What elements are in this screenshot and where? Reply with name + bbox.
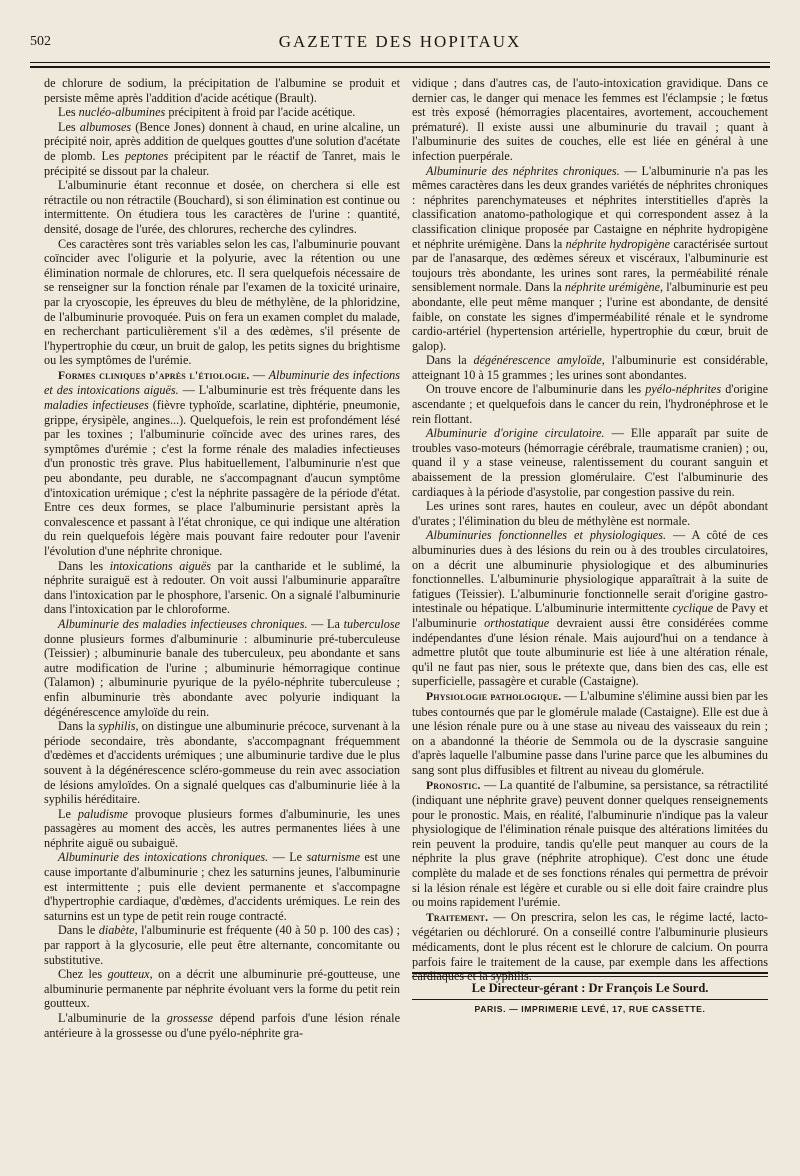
text-run: — L'albuminurie est très fréquente dans les bbox=[178, 383, 400, 398]
italic-phrase: néphrite urémigène bbox=[564, 280, 661, 295]
text-run: Chez les bbox=[58, 967, 108, 982]
text-run: On trouve encore de l'albuminurie dans les bbox=[426, 382, 646, 397]
italic-phrase: orthostatique bbox=[484, 615, 550, 630]
italic-phrase: dégénérescence amyloïde bbox=[473, 353, 602, 368]
imprint-line: PARIS. — IMPRIMERIE LEVÉ, 17, RUE CASSETTE. bbox=[474, 1004, 706, 1014]
text-run: donne plusieurs formes d'albuminurie : albuminurie pré-tuberculeuse (Teissier) ; albuminurie banale des tuberculeux, peu abondante et sans autre modification de l'urine ; albuminurie hémorragique continue (Talamon) ; albuminurie pyurique de la pyélo-néphrite tuberculeuse ; enfin albuminurie très abondante avec polyurie indiquant la dégénérescence amyloïde du rein. bbox=[44, 631, 400, 719]
text-run: , on a décrit une albuminurie pré-goutteuse, une albuminurie permanente par néphrite évoluant vers la forme du petit rein goutteux. bbox=[44, 967, 400, 1011]
text-run: d'origine ascendante ; et quelquefois dans le cancer du rein, l'hydronéphrose et le rein flottant. bbox=[412, 382, 769, 426]
text-run: — La bbox=[307, 616, 344, 631]
paragraph bbox=[412, 528, 768, 689]
text-run: — La quantité de l'albumine, sa persistance, sa rétractilité (indiquant une néphrite grave) peuvent donner quelques renseignements pour le pronostic. Mais, en réalité, l'albuminurie n'indique pas la valeur physiologique de l'élimination rénale puisque des altérations limitées du rein peuvent la produire, tandis qu'elle peut manquer au cours de la néphrite la plus grave (néphrite atrophique). C'est donc une étude complète du malade et de ses fonctions rénales qui permettra de prévoir si la lésion rénale est légère et curable ou si elle doit faire craindre plus ou moins rapidement l'urémie. bbox=[412, 777, 768, 910]
footer-rule-top-thin bbox=[412, 976, 768, 977]
text-run: — L'albuminurie n'a pas les mêmes caractères dans les deux grandes variétés de néphrites chroniques : néphrites parenchymateuses et néphrites interstitielles d'après la classification anatomo-pathologique et qui correspondent assez à la classification clinique proposée par Castaigne en néphrite hydropigène et néphrite urémigène. Dans la bbox=[412, 163, 768, 251]
italic-phrase: diabète bbox=[98, 923, 135, 938]
section-heading: Pronostic. bbox=[426, 778, 481, 792]
text-run: — L'albumine s'élimine aussi bien par les tubes contournés que par le glomérule malade (Castaigne). Elle est due à une lésion rénale pure ou à une stase au niveau des vaisseaux du rein ; on a abandonné la théorie de Semmola ou de la dyscrasie sanguine d'après laquelle l'albumine passe dans l'urine parce que les albumines du sang sont plus diffusibles et filtrent au niveau du glomérule. bbox=[412, 688, 768, 777]
text-run: Ces caractères sont très variables selon les cas, l'albuminurie pouvant coïncider avec l'oligurie et la polyurie, avec la rétention ou une élimination normale de chlorures, etc. Il sera quelquefois nécessaire de se renseigner sur la fonction rénale par l'examen de la toxicité urinaire, par la cryoscopie, les épreuves du bleu de méthylène, de la phloridzine, de l'albuminurie provoquée. Puis on fera un examen complet du malade, en recherchant particulièrement s'il a des œdèmes, s'il présente de l'hypertrophie du cœur, un bruit de galop, les petits signes du brightisme ou les symptômes de l'urémie. bbox=[44, 236, 400, 368]
text-run: — A côté de ces albuminuries dues à des lésions du rein ou à des troubles circulatoires, on a décrit une albuminurie physiologique et des albuminuries fonctionnelles. L'albuminurie physiologique apparaîtrait à la suite de fatigues (Teissier). L'albuminurie fonctionnelle serait d'origine gastro-intestinale ou hépatique. L'albuminurie intermittente bbox=[412, 528, 768, 616]
italic-phrase: syphilis bbox=[98, 719, 136, 734]
text-run: — Elle apparaît par suite de troubles vaso-moteurs (hémorragie cérébrale, traumatisme cranien) ; ou, quand il y a stase veineuse, ralentissement du courant sanguin et abaissement de la pression glomérulaire. C'est l'albuminurie des cardiaques à la période d'asystolie, par congestion passive du rein. bbox=[412, 426, 768, 499]
right-column bbox=[412, 76, 768, 984]
italic-phrase: maladies infectieuses bbox=[44, 398, 149, 413]
paragraph bbox=[412, 353, 768, 382]
italic-phrase: grossesse bbox=[166, 1011, 214, 1025]
italic-phrase: Albuminuries fonctionnelles et physiologiques. bbox=[426, 528, 666, 543]
footer-rule-bottom bbox=[412, 999, 768, 1000]
paragraph bbox=[44, 178, 400, 236]
text-run: Le bbox=[58, 806, 78, 821]
text-run: devraient aussi être considérées comme indépendantes d'une lésion rénale. Mais aujourd'hui on a tendance à admettre plutôt que toute albuminurie est liée à une altération rénale, qu'il ne faut pas nier, sous le prétexte que, dans bien des cas, elle est superficielle, passagère et curable (Castaigne). bbox=[412, 615, 768, 689]
italic-phrase: Albuminurie des néphrites chroniques. bbox=[426, 163, 620, 178]
paragraph bbox=[44, 76, 400, 105]
italic-phrase: paludisme bbox=[77, 806, 128, 821]
paragraph bbox=[412, 426, 768, 499]
text-run: Les bbox=[58, 105, 79, 120]
paragraph bbox=[44, 923, 400, 967]
paragraph bbox=[44, 850, 400, 923]
section-heading: Traitement. bbox=[426, 910, 489, 924]
text-run: Les bbox=[58, 119, 80, 134]
paragraph bbox=[44, 559, 400, 617]
text-run: par la cantharide et le sublimé, la néphrite suraiguë est à redouter. On voit aussi l'albuminurie apparaître dans l'intoxication par le phosphore, l'arsenic. On a signalé l'albuminurie dans l'intoxication par le chloroforme. bbox=[44, 558, 401, 617]
text-run: , l'albuminurie est peu abondante, elle peut même manquer ; l'urine est abondante, de densité faible, on constate les signes d'imperméabilité rénale et le syndrome cardio-artériel (hypertension artérielle, hypertrophie du cœur, bruit de galop). bbox=[412, 280, 769, 353]
text-run: précipitent à froid par l'acide acétique. bbox=[165, 105, 356, 120]
paragraph bbox=[44, 368, 400, 559]
paragraph bbox=[44, 120, 400, 178]
section-heading: Formes cliniques d'après l'étiologie. bbox=[58, 368, 250, 382]
text-run: — Le bbox=[268, 850, 307, 865]
page-number: 502 bbox=[30, 34, 51, 49]
italic-phrase: intoxications aiguës bbox=[109, 558, 212, 573]
section-heading: Physiologie pathologique. bbox=[426, 689, 562, 703]
text-run: Dans les bbox=[58, 558, 110, 573]
paragraph bbox=[44, 967, 400, 1011]
paragraph bbox=[44, 719, 400, 807]
italic-phrase: saturnisme bbox=[306, 850, 360, 865]
paragraph bbox=[44, 1011, 400, 1040]
paragraph bbox=[44, 807, 400, 851]
paragraph bbox=[412, 499, 768, 528]
footer-rule-top bbox=[412, 972, 768, 974]
text-run: vidique ; dans d'autres cas, de l'auto-intoxication gravidique. Dans ce dernier cas, le danger qui menace les femmes est l'éclampsie ; le fœtus est très exposé (hémorragies placentaires, avortement, accouchement prématuré). Il existe aussi une albuminurie du travail ; quant à l'albuminurie des suites de couches, elle est liée en général à une infection puerpérale. bbox=[412, 76, 768, 163]
header-rule-thick bbox=[30, 66, 770, 68]
text-run: , l'albuminurie est fréquente (40 à 50 p. 100 des cas) ; par rapport à la glycosurie, elle peut être alternante, concomitante ou substitutive. bbox=[44, 923, 400, 967]
paragraph bbox=[412, 164, 768, 354]
text-run: (Bence Jones) donnent à chaud, en urine alcaline, un précipité noir, après addition de quelques gouttes d'une solution d'acétate de plomb. Les bbox=[44, 119, 400, 163]
italic-phrase: Albuminurie des infections et des intoxications aiguës. bbox=[44, 367, 400, 398]
text-run: de chlorure de sodium, la précipitation de l'albumine se produit et persiste même après l'addition d'acide acétique (Brault). bbox=[44, 76, 400, 105]
header-rule bbox=[30, 62, 770, 63]
paragraph bbox=[44, 237, 400, 368]
text-run: provoque plusieurs formes d'albuminurie, les unes passagères au moment des accès, les autres permanentes liées à une néphrite aiguë ou subaiguë. bbox=[44, 806, 400, 850]
text-run: précipitent par le réactif de Tanret, mais le précipité se dissout par la chaleur. bbox=[44, 148, 400, 178]
italic-phrase: Albuminurie d'origine circulatoire. bbox=[426, 426, 605, 441]
journal-title: GAZETTE DES HOPITAUX bbox=[278, 32, 522, 51]
italic-phrase: néphrite hydropigène bbox=[565, 236, 671, 251]
text-run: , on distingue une albuminurie précoce, survenant à la période secondaire, très abondante, s'accompagnant fréquemment d'œdèmes et d'accidents urémiques ; une albuminurie tardive due le plus souvent à la dégénérescence scléro-gommeuse du rein avec association de lésions amyloïdes. On a signalé quelques cas d'albuminurie liée à la syphilis héréditaire. bbox=[44, 719, 400, 807]
paragraph bbox=[412, 382, 768, 426]
text-run: Dans la bbox=[58, 719, 99, 734]
paragraph bbox=[44, 617, 400, 719]
text-run: , l'albuminurie est considérable, atteignant 10 à 15 grammes ; les urines sont abondantes. bbox=[412, 353, 769, 382]
text-run: est une cause importante d'albuminurie ; chez les saturnins jeunes, l'albuminurie est intermittente ; puis elle devient permanente et s'accompagne d'hypertrophie cardiaque, d'œdèmes, d'accidents urémiques. Le rein des saturnins est un type de petit rein rouge contracté. bbox=[44, 850, 400, 923]
paragraph bbox=[412, 76, 768, 164]
page-header bbox=[30, 30, 770, 56]
text-run: de Pavy et l'albuminurie bbox=[412, 601, 768, 630]
text-run: Les urines sont rares, hautes en couleur, avec un dépôt abondant d'urates ; l'élimination du bleu de méthylène est normale. bbox=[412, 499, 768, 528]
left-column bbox=[44, 76, 400, 1040]
italic-phrase: goutteux bbox=[107, 967, 150, 982]
italic-phrase: Albuminurie des intoxications chroniques. bbox=[58, 850, 269, 865]
director-line: Le Directeur-gérant : Dr François Le Sourd. bbox=[471, 981, 709, 995]
text-run: — bbox=[249, 367, 269, 382]
paragraph bbox=[412, 689, 768, 778]
text-run: L'albuminurie de la bbox=[58, 1011, 167, 1025]
italic-phrase: peptones bbox=[124, 148, 169, 163]
text-run: Dans le bbox=[58, 923, 99, 938]
text-run: (fièvre typhoïde, scarlatine, diphtérie, pneumonie, grippe, érysipèle, angines...). Quelquefois, le rein est profondément lésé par les toxines ; l'albuminurie coïncide avec des urines rares, des symptômes d'urémie ; c'est la forme rénale des maladies infectieuses d'un pronostic très grave. Plus habituellement, l'albuminurie n'est que peu abondante, peu durable, ne s'accompagnant d'aucun symptôme d'intoxication urémique ; c'est la néphrite passagère de la période d'état. Entre ces deux formes, se place l'albuminurie persistant après la convalescence et passant à l'état chronique, ce qui indique une altération du rein quelquefois légère mais pouvant faire redouter pour l'avenir l'évolution d'une néphrite chronique. bbox=[44, 398, 400, 558]
text-run: — On prescrira, selon les cas, le régime lacté, lacto-végétarien ou déchloruré. On a conseillé contre l'albuminurie plusieurs médicaments, dont le plus récent est le chlorure de calcium. On pourra parfois faire le traitement de la cause, par exemple dans les affections cardiaques et la syphilis. bbox=[412, 909, 768, 984]
italic-phrase: pyélo-néphrites bbox=[645, 382, 722, 397]
italic-phrase: tuberculose bbox=[343, 616, 400, 631]
text-run: Dans la bbox=[426, 353, 474, 368]
paragraph bbox=[44, 105, 400, 120]
text-run: caractérisée surtout par de l'anasarque, des œdèmes séreux et viscéraux, l'albuminurie est toujours très abondante, les urines sont rares, la perméabilité rénale sensiblement normale. Dans la bbox=[412, 236, 768, 295]
paragraph bbox=[412, 778, 768, 910]
italic-phrase: Albuminurie des maladies infectieuses chroniques. bbox=[58, 616, 308, 631]
italic-phrase: nucléo-albumines bbox=[78, 105, 166, 120]
page-footer bbox=[412, 972, 768, 1014]
italic-phrase: cyclique bbox=[672, 601, 714, 616]
text-run: L'albuminurie étant reconnue et dosée, on cherchera si elle est rétractile ou non rétractile (Bouchard), si son élimination est continue ou intermittente. On étudiera tous les caractères de l'urine : quantité, densité, dosage de l'urée, des chlorures, recherche des cylindres. bbox=[44, 178, 400, 236]
text-run: dépend parfois d'une lésion rénale antérieure à la grossesse ou d'une pyélo-néphrite gra- bbox=[44, 1011, 400, 1040]
italic-phrase: albumoses bbox=[79, 119, 132, 134]
